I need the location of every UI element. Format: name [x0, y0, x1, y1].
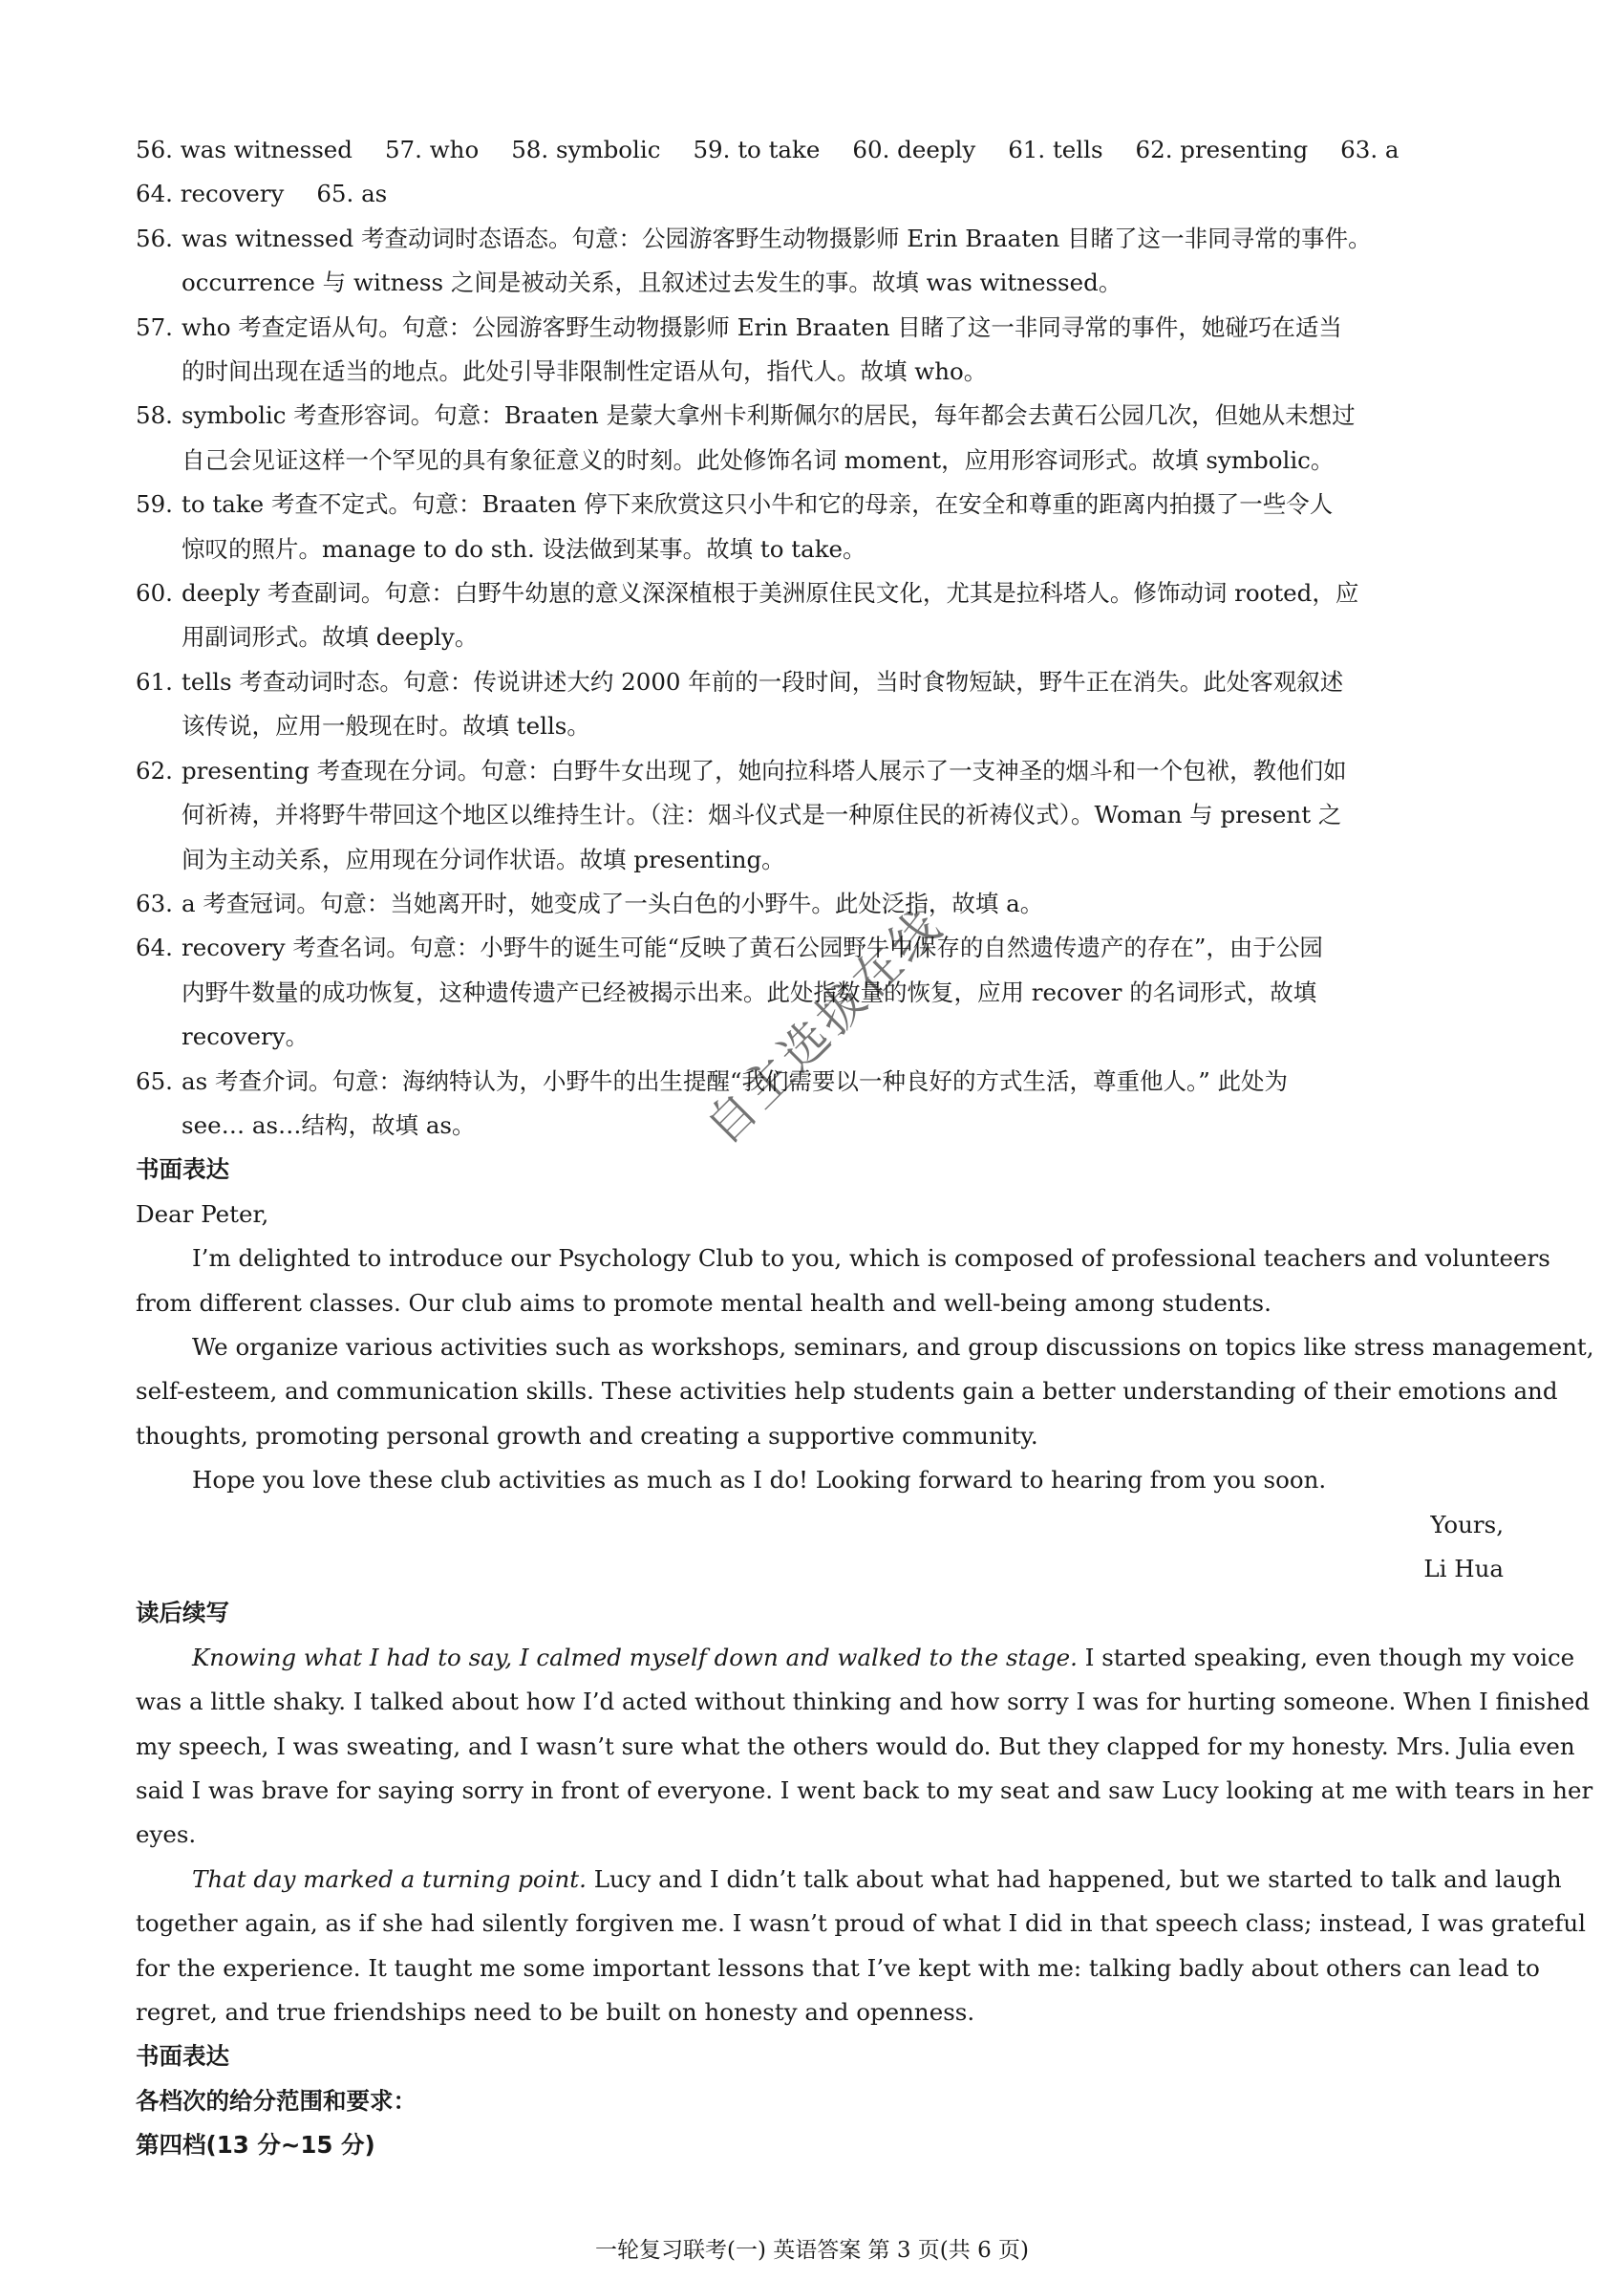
explanation-line: 用副词形式。故填 deeply。 [182, 623, 479, 652]
explanation-item [136, 394, 1504, 483]
paragraph-line: from different classes. Our club aims to promote mental health and well-being among students. [136, 1288, 1271, 1317]
explanation-line: 该传说，应用一般现在时。故填 tells。 [182, 712, 590, 741]
answer-item: 63. a [1340, 136, 1400, 163]
explanation-text [182, 571, 1504, 660]
explanation-item [136, 571, 1504, 660]
continuation-paragraph-1 [136, 1636, 1593, 1858]
letter-paragraph-1 [136, 1237, 1550, 1325]
explanation-line: was witnessed 考查动词时态语态。句意：公园游客野生动物摄影师 Erin Braaten 目睹了这一非同寻常的事件。 [182, 224, 1372, 252]
explanation-line: see… as…结构，故填 as。 [182, 1110, 476, 1139]
explanation-item [136, 660, 1504, 749]
paragraph-line: was a little shaky. I talked about how I’d acted without thinking and how sorry I was for hurting someone. When I finished [136, 1688, 1591, 1716]
answer-item: 60. deeply [852, 136, 976, 163]
answer-item: 57. who [384, 136, 480, 163]
answer-item: 59. to take [693, 136, 821, 163]
explanation-line: 自己会见证这样一个罕见的具有象征意义的时刻。此处修饰名词 moment，应用形容词形式。故填 symbolic。 [182, 445, 1335, 474]
explanation-number: 58. [136, 401, 173, 430]
explanation-line: 何祈祷，并将野牛带回这个地区以维持生计。（注：烟斗仪式是一种原住民的祈祷仪式）。Woman 与 present 之 [182, 801, 1342, 829]
continuation-opening-1: Knowing what I had to say, I calmed myself down and walked to the stage. [192, 1643, 1078, 1671]
explanation-line: presenting 考查现在分词。句意：白野牛女出现了，她向拉科塔人展示了一支神圣的烟斗和一个包袱，教他们如 [182, 756, 1347, 785]
paragraph-line: eyes. [136, 1820, 197, 1849]
explanation-line: recovery。 [182, 1022, 310, 1051]
explanation-line: occurrence 与 witness 之间是被动关系，且叙述过去发生的事。故填 was witnessed。 [182, 269, 1122, 297]
letter-paragraph-2 [136, 1325, 1594, 1458]
explanation-number: 61. [136, 667, 173, 696]
scoring-heading: 各档次的给分范围和要求： [136, 2086, 417, 2115]
explanation-text [182, 882, 1504, 926]
answer-item: 61. tells [1008, 136, 1103, 163]
continuation-opening-2: That day marked a turning point. [192, 1864, 587, 1893]
answer-item: 64. recovery [136, 180, 285, 208]
paragraph-line: for the experience. It taught me some important lessons that I’ve kept with me: talking badly about others can lead to [136, 1953, 1540, 1982]
answer-key-row-2 [136, 172, 1504, 216]
explanation-text [182, 749, 1504, 882]
explanation-number: 64. [136, 934, 173, 962]
paragraph-line: thoughts, promoting personal growth and creating a supportive community. [136, 1421, 1038, 1450]
explanation-number: 57. [136, 312, 173, 341]
letter-closing: Yours, [1430, 1510, 1504, 1538]
explanation-line: 的时间出现在适当的地点。此处引导非限制性定语从句，指代人。故填 who。 [182, 357, 988, 386]
answer-key-row-1 [136, 128, 1504, 172]
explanation-item [136, 217, 1504, 306]
explanation-number: 65. [136, 1066, 173, 1095]
explanation-line: who 考查定语从句。句意：公园游客野生动物摄影师 Erin Braaten 目睹了这一非同寻常的事件，她碰巧在适当 [182, 312, 1342, 341]
letter-greeting: Dear Peter, [136, 1199, 269, 1228]
explanation-text [182, 394, 1504, 483]
watermark: 自主选拔在线 [694, 896, 953, 1155]
explanation-number: 56. [136, 224, 173, 252]
continuation-p2-first-line: Lucy and I didn’t talk about what had happened, but we started to talk and laugh [586, 1864, 1562, 1893]
paragraph-line: I’m delighted to introduce our Psychology Club to you, which is composed of professional teachers and volunteers [192, 1244, 1550, 1273]
explanation-line: tells 考查动词时态。句意：传说讲述大约 2000 年前的一段时间，当时食物短缺，野牛正在消失。此处客观叙述 [182, 667, 1344, 696]
explanation-number: 59. [136, 490, 173, 519]
grade-level-heading: 第四档(13 分~15 分) [136, 2131, 375, 2160]
paragraph-line: regret, and true friendships need to be built on honesty and openness. [136, 1998, 975, 2027]
continuation-paragraph-2 [136, 1858, 1586, 2035]
explanation-line: symbolic 考查形容词。句意：Braaten 是蒙大拿州卡利斯佩尔的居民，每年都会去黄石公园几次，但她从未想过 [182, 401, 1356, 430]
page-footer: 一轮复习联考(一) 英语答案 第 3 页(共 6 页) [594, 2238, 1030, 2263]
explanation-item [136, 749, 1504, 882]
explanation-line: a 考查冠词。句意：当她离开时，她变成了一头白色的小野牛。此处泛指，故填 a。 [182, 889, 1044, 917]
section-heading-writing-2: 书面表达 [136, 2042, 229, 2071]
continuation-p1-first-line: I started speaking, even though my voice [1077, 1643, 1575, 1671]
answer-item: 65. as [316, 180, 388, 208]
explanation-line: 内野牛数量的成功恢复，这种遗传遗产已经被揭示出来。此处指数量的恢复，应用 recover 的名词形式，故填 [182, 978, 1317, 1006]
document-body [136, 128, 1594, 2168]
section-heading-writing: 书面表达 [136, 1155, 229, 1184]
explanation-text [182, 483, 1504, 571]
explanation-number: 60. [136, 579, 173, 608]
explanation-line: 间为主动关系，应用现在分词作状语。故填 presenting。 [182, 845, 785, 873]
explanation-text [182, 217, 1504, 306]
explanation-line: deeply 考查副词。句意：白野牛幼崽的意义深深植根于美洲原住民文化，尤其是拉科塔人。修饰动词 rooted，应 [182, 579, 1359, 608]
answer-item: 58. symbolic [511, 136, 661, 163]
explanation-line: recovery 考查名词。句意：小野牛的诞生可能“反映了黄石公园野牛中保存的自然遗传遗产的存在”，由于公园 [182, 934, 1323, 962]
explanation-item [136, 882, 1504, 926]
paragraph-line: my speech, I was sweating, and I wasn’t sure what the others would do. But they clapped for my honesty. Mrs. Julia even [136, 1732, 1575, 1760]
letter-signature: Li Hua [1423, 1555, 1504, 1582]
explanation-number: 62. [136, 756, 173, 785]
explanation-line: as 考查介词。句意：海纳特认为，小野牛的出生提醒“我们需要以一种良好的方式生活，尊重他人。” 此处为 [182, 1066, 1289, 1095]
letter-paragraph-3: Hope you love these club activities as much as I do! Looking forward to hearing from you soon. [192, 1466, 1327, 1495]
explanation-number: 63. [136, 889, 173, 917]
paragraph-line: said I was brave for saying sorry in front of everyone. I went back to my seat and saw Lucy looking at me with tears in her [136, 1776, 1593, 1805]
explanation-text [182, 1060, 1504, 1149]
answer-item: 62. presenting [1135, 136, 1309, 163]
section-heading-continuation: 读后续写 [136, 1599, 229, 1627]
explanation-line: to take 考查不定式。句意：Braaten 停下来欣赏这只小牛和它的母亲，在安全和尊重的距离内拍摄了一些令人 [182, 490, 1334, 519]
paragraph-line: together again, as if she had silently forgiven me. I wasn’t proud of what I did in that speech class; instead, I was grateful [136, 1909, 1586, 1938]
explanation-item [136, 306, 1504, 395]
paragraph-line: We organize various activities such as workshops, seminars, and group discussions on topics like stress management, [192, 1332, 1594, 1361]
explanation-text [182, 306, 1504, 395]
paragraph-line: self-esteem, and communication skills. These activities help students gain a better understanding of their emotions and [136, 1377, 1558, 1406]
explanation-line: 惊叹的照片。manage to do sth. 设法做到某事。故填 to take。 [182, 534, 866, 563]
answer-item: 56. was witnessed [136, 136, 353, 163]
explanation-text [182, 660, 1504, 749]
explanation-item [136, 483, 1504, 571]
